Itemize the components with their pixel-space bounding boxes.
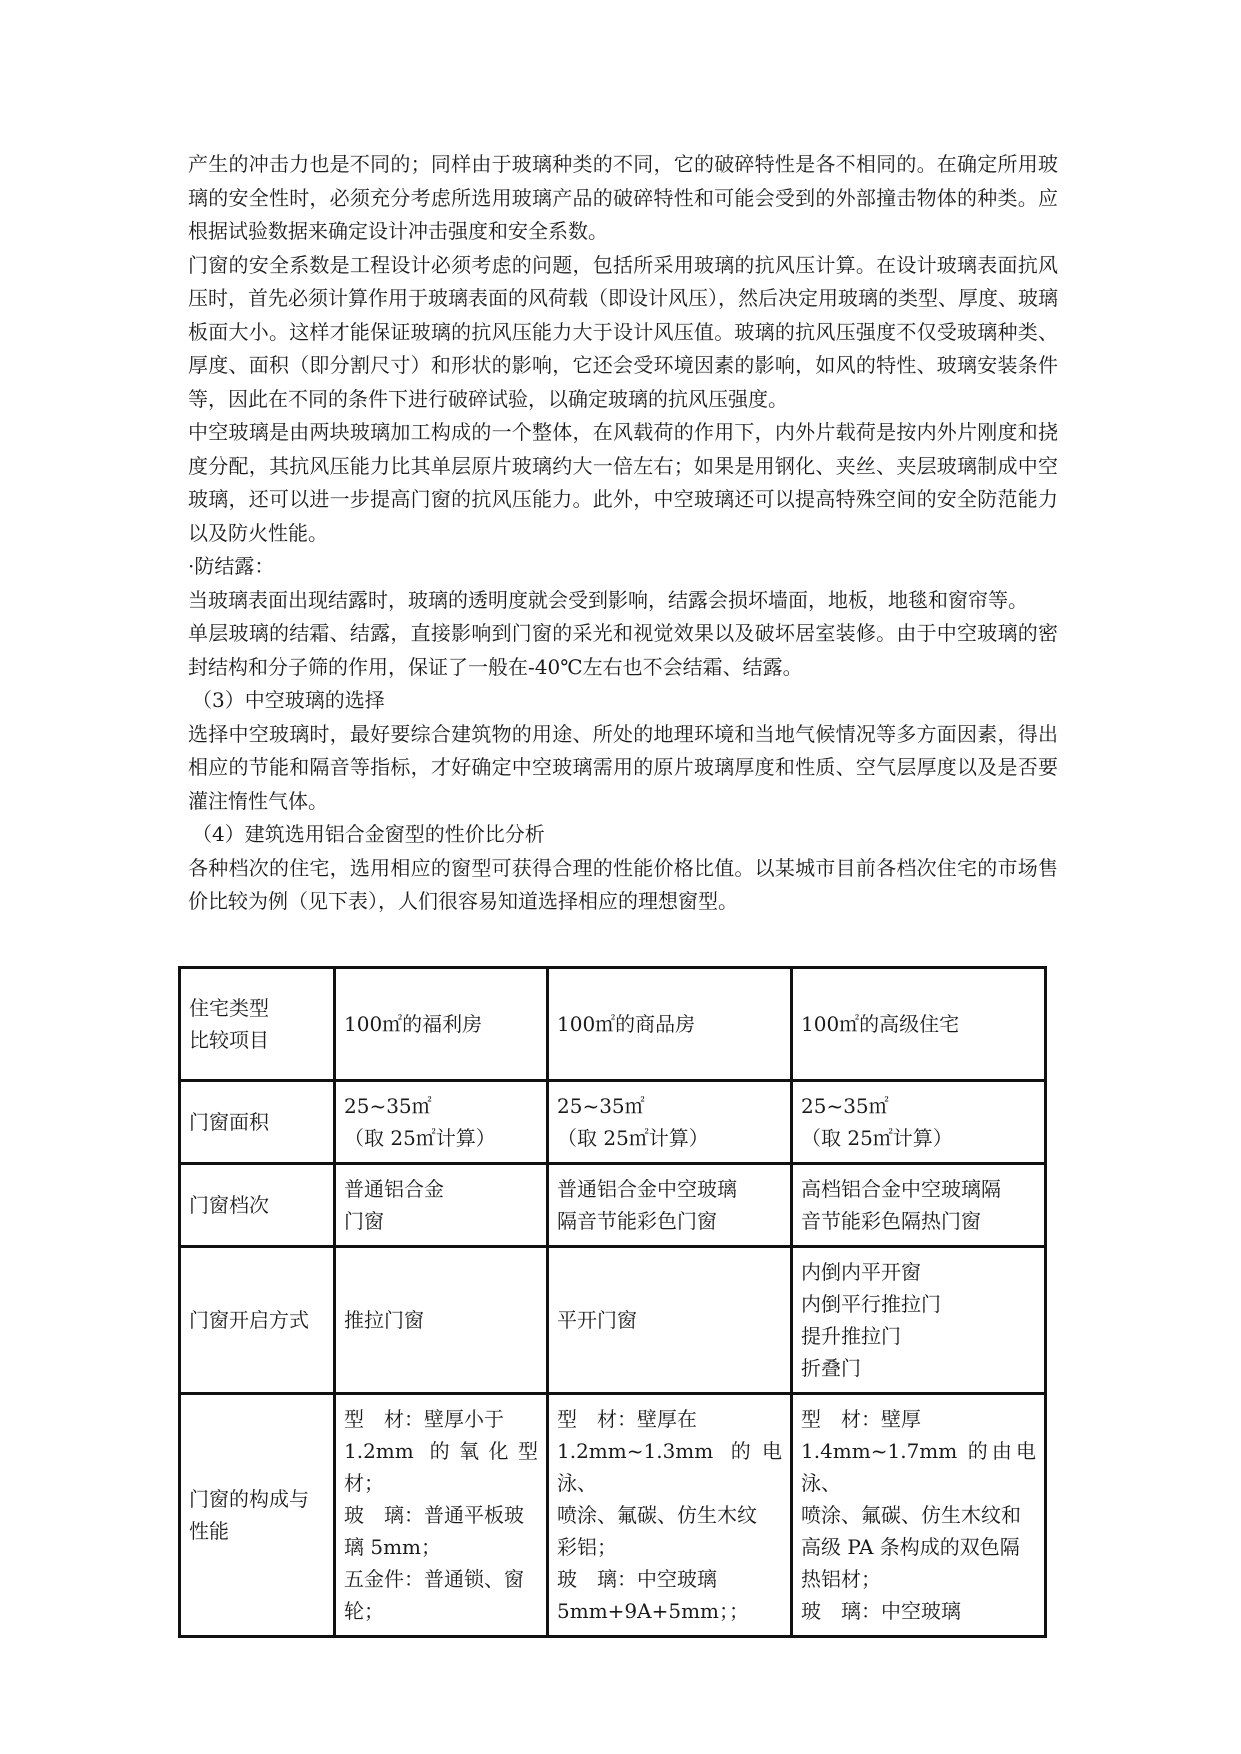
section-heading-3: （3）中空玻璃的选择 bbox=[192, 688, 385, 712]
cell-line: 型 材：壁厚小于 bbox=[344, 1407, 504, 1431]
paragraph-8: 选择中空玻璃时，最好要综合建筑物的用途、所处的地理环境和当地气候情况等多方面因素，得出相应的节能和隔音等指标，才好确定中空玻璃需用的原片玻璃厚度和性质、空气层厚度以及是否要灌注惰性气体。 bbox=[188, 721, 1058, 813]
table-row bbox=[180, 968, 1046, 1081]
row-label: 门窗档次 bbox=[180, 1164, 335, 1247]
cell-line: 彩铝； bbox=[557, 1535, 617, 1559]
cell-line: 1.2mm 的氧化型材； bbox=[344, 1439, 538, 1495]
table-row bbox=[180, 1081, 1046, 1164]
corner-label-type: 住宅类型 bbox=[189, 996, 269, 1020]
paragraph-3: 中空玻璃是由两块玻璃加工构成的一个整体，在风载荷的作用下，内外片载荷是按内外片刚度和挠度分配，其抗风压能力比其单层原片玻璃约大一倍左右；如果是用钢化、夹丝、夹层玻璃制成中空玻璃，还可以进一步提高门窗的抗风压能力。此外，中空玻璃还可以提高特殊空间的安全防范能力以及防火性能。 bbox=[188, 420, 1058, 545]
table-cell: 平开门窗 bbox=[548, 1247, 792, 1394]
cell-line: 内倒平行推拉门 bbox=[801, 1292, 941, 1316]
cell-line: 喷涂、氟碳、仿生木纹和 bbox=[801, 1503, 1021, 1527]
cell-line: 型 材：壁厚在 bbox=[557, 1407, 697, 1431]
cell-line: （取 25㎡计算） bbox=[557, 1126, 709, 1150]
cell-line: 高级 PA 条构成的双色隔 bbox=[801, 1535, 1020, 1559]
table-row bbox=[180, 1247, 1046, 1394]
cell-line: 玻 璃：中空玻璃 bbox=[557, 1567, 717, 1591]
table-corner-cell bbox=[180, 968, 335, 1081]
table-header-cell: 100㎡的福利房 bbox=[335, 968, 548, 1081]
table-row bbox=[180, 1394, 1046, 1637]
cell-line: 轮； bbox=[344, 1599, 384, 1623]
cell-line: 25~35㎡ bbox=[344, 1094, 432, 1118]
cell-line: 25~35㎡ bbox=[801, 1094, 889, 1118]
row-label bbox=[180, 1394, 335, 1637]
table-header-cell: 100㎡的商品房 bbox=[548, 968, 792, 1081]
cell-line: （取 25㎡计算） bbox=[801, 1126, 953, 1150]
paragraph-1: 产生的冲击力也是不同的；同样由于玻璃种类的不同，它的破碎特性是各不相同的。在确定所用玻璃的安全性时，必须充分考虑所选用玻璃产品的破碎特性和可能会受到的外部撞击物体的种类。应根据试验数据来确定设计冲击强度和安全系数。 bbox=[188, 152, 1058, 243]
paragraph-2: 门窗的安全系数是工程设计必须考虑的问题，包括所采用玻璃的抗风压计算。在设计玻璃表面抗风压时，首先必须计算作用于玻璃表面的风荷载（即设计风压），然后决定用玻璃的类型、厚度、玻璃板面大小。这样才能保证玻璃的抗风压能力大于设计风压值。玻璃的抗风压强度不仅受玻璃种类、厚度、面积（即分割尺寸）和形状的影响，它还会受环境因素的影响，如风的特性、玻璃安装条件等，因此在不同的条件下进行破碎试验，以确定玻璃的抗风压强度。 bbox=[188, 252, 1058, 411]
row-label: 门窗开启方式 bbox=[180, 1247, 335, 1394]
paragraph-4-heading: ·防结露： bbox=[188, 554, 275, 578]
cell-line: 普通铝合金中空玻璃 bbox=[557, 1177, 737, 1201]
cell-line: 喷涂、氟碳、仿生木纹 bbox=[557, 1503, 757, 1527]
cell-line: 1.2mm~1.3mm 的电泳、 bbox=[557, 1439, 782, 1495]
comparison-table bbox=[178, 966, 1047, 1638]
cell-line: 普通铝合金 bbox=[344, 1177, 444, 1201]
cell-line: 性能 bbox=[189, 1519, 229, 1543]
cell-line: 内倒内平开窗 bbox=[801, 1260, 921, 1284]
cell-line: 高档铝合金中空玻璃隔 bbox=[801, 1177, 1001, 1201]
cell-line: 门窗的构成与 bbox=[189, 1487, 309, 1511]
paragraph-10: 各种档次的住宅，选用相应的窗型可获得合理的性能价格比值。以某城市目前各档次住宅的市场售价比较为例（见下表），人们很容易知道选择相应的理想窗型。 bbox=[188, 855, 1058, 913]
table-cell: 推拉门窗 bbox=[335, 1247, 548, 1394]
cell-line: 玻 璃：中空玻璃 bbox=[801, 1599, 961, 1623]
cell-line: 折叠门 bbox=[801, 1356, 861, 1380]
cell-line: 1.4mm~1.7mm 的由电泳、 bbox=[801, 1439, 1036, 1495]
table-cell bbox=[792, 1247, 1046, 1394]
row-label: 门窗面积 bbox=[180, 1081, 335, 1164]
cell-line: 璃 5mm； bbox=[344, 1535, 442, 1559]
table-cell bbox=[548, 1394, 792, 1637]
table-cell bbox=[548, 1081, 792, 1164]
table-cell bbox=[335, 1164, 548, 1247]
table-cell bbox=[335, 1081, 548, 1164]
table-cell bbox=[548, 1164, 792, 1247]
table-cell bbox=[335, 1394, 548, 1637]
cell-line: 隔音节能彩色门窗 bbox=[557, 1209, 717, 1233]
table-cell bbox=[792, 1394, 1046, 1637]
paragraph-5: 当玻璃表面出现结露时，玻璃的透明度就会受到影响，结露会损坏墙面，地板，地毯和窗帘等。 bbox=[188, 587, 1028, 612]
table-cell bbox=[792, 1164, 1046, 1247]
cell-line: 型 材：壁厚 bbox=[801, 1407, 921, 1431]
cell-line: 音节能彩色隔热门窗 bbox=[801, 1209, 981, 1233]
cell-line: 五金件：普通锁、窗 bbox=[344, 1567, 524, 1591]
section-heading-4: （4）建筑选用铝合金窗型的性价比分析 bbox=[192, 822, 545, 846]
cell-line: 5mm+9A+5mm；； bbox=[557, 1599, 749, 1623]
table-row bbox=[180, 1164, 1046, 1247]
cell-line: 25~35㎡ bbox=[557, 1094, 645, 1118]
document-body bbox=[188, 148, 1058, 919]
cell-line: 热铝材； bbox=[801, 1567, 881, 1591]
paragraph-6: 单层玻璃的结霜、结露，直接影响到门窗的采光和视觉效果以及破坏居室装修。由于中空玻璃的密封结构和分子筛的作用，保证了一般在-40℃左右也不会结霜、结露。 bbox=[188, 621, 1058, 679]
table-cell bbox=[792, 1081, 1046, 1164]
cell-line: 玻 璃：普通平板玻 bbox=[344, 1503, 524, 1527]
cell-line: （取 25㎡计算） bbox=[344, 1126, 496, 1150]
table-header-cell: 100㎡的高级住宅 bbox=[792, 968, 1046, 1081]
corner-label-item: 比较项目 bbox=[189, 1028, 269, 1052]
cell-line: 提升推拉门 bbox=[801, 1324, 901, 1348]
cell-line: 门窗 bbox=[344, 1209, 384, 1233]
